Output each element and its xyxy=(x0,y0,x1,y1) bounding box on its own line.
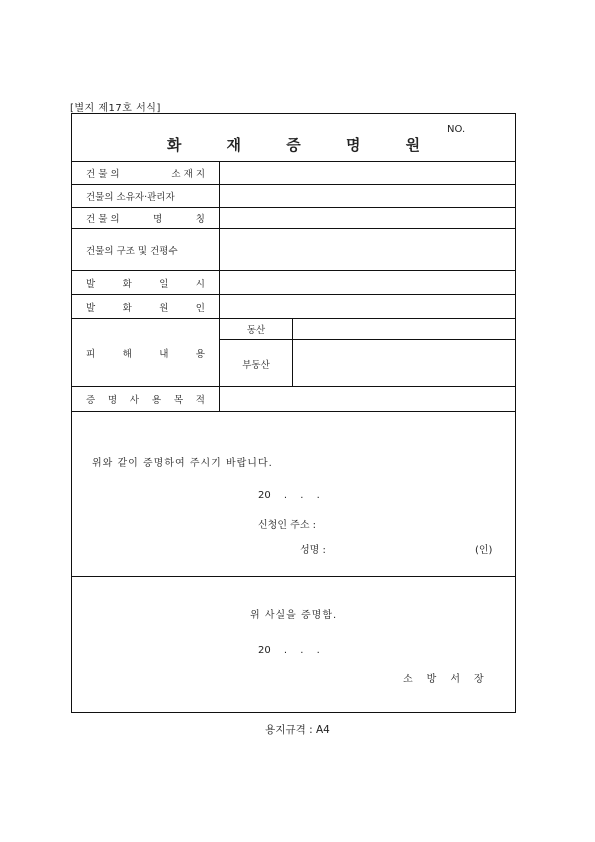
field-applicant-name[interactable] xyxy=(334,537,464,557)
field-purpose[interactable] xyxy=(220,387,515,411)
issuer-label: 소방서장 xyxy=(403,674,498,685)
form-title: 화 재 증 명 원 xyxy=(166,136,441,154)
certify-text: 위 사실을 증명함. xyxy=(250,610,338,621)
field-building-location[interactable] xyxy=(220,161,515,184)
number-label: NO. xyxy=(447,124,466,135)
row-building-structure xyxy=(72,229,515,271)
request-text: 위와 같이 증명하여 주시기 바랍니다. xyxy=(92,458,273,469)
label-fire-datetime: 발 화 일 시 xyxy=(86,278,205,290)
row-damage xyxy=(72,319,515,387)
row-fire-cause xyxy=(72,295,515,319)
label-purpose: 증 명 사 용 목 적 xyxy=(86,395,205,406)
request-date: 20 . . . xyxy=(258,490,320,501)
label-real-estate: 부동산 xyxy=(220,340,293,387)
field-building-structure[interactable] xyxy=(220,229,515,270)
row-building-name xyxy=(72,208,515,229)
field-fire-datetime[interactable] xyxy=(220,271,515,294)
label-movable-property: 동산 xyxy=(220,319,293,340)
label-building-owner: 건물의 소유자·관리자 xyxy=(86,192,175,203)
label-building-location: 건 물 의 소 재 지 xyxy=(86,168,205,180)
request-section xyxy=(72,412,515,577)
label-building-structure: 건물의 구조 및 건평수 xyxy=(86,245,178,257)
field-real-estate[interactable] xyxy=(293,340,515,387)
label-damage: 피 해 내 용 xyxy=(86,348,205,360)
row-building-owner xyxy=(72,185,515,208)
row-building-location xyxy=(72,161,515,185)
applicant-address-label: 신청인 주소 : xyxy=(258,520,317,531)
field-fire-cause[interactable] xyxy=(220,295,515,318)
paper-size: 용지규격 : A4 xyxy=(265,724,330,736)
field-building-owner[interactable] xyxy=(220,185,515,207)
field-building-name[interactable] xyxy=(220,208,515,228)
label-building-name: 건 물 의 명 칭 xyxy=(86,214,205,225)
label-fire-cause: 발 화 원 인 xyxy=(86,302,205,314)
certificate-form xyxy=(71,113,516,713)
row-purpose xyxy=(72,387,515,412)
row-fire-datetime xyxy=(72,271,515,295)
seal-label: (인) xyxy=(475,545,493,556)
title-row xyxy=(72,114,515,162)
field-applicant-address[interactable] xyxy=(334,512,494,532)
form-reference: [별지 제17호 서식] xyxy=(70,103,161,114)
applicant-name-label: 성명 : xyxy=(300,545,326,556)
certify-date: 20 . . . xyxy=(258,645,320,656)
field-movable-property[interactable] xyxy=(293,319,515,340)
